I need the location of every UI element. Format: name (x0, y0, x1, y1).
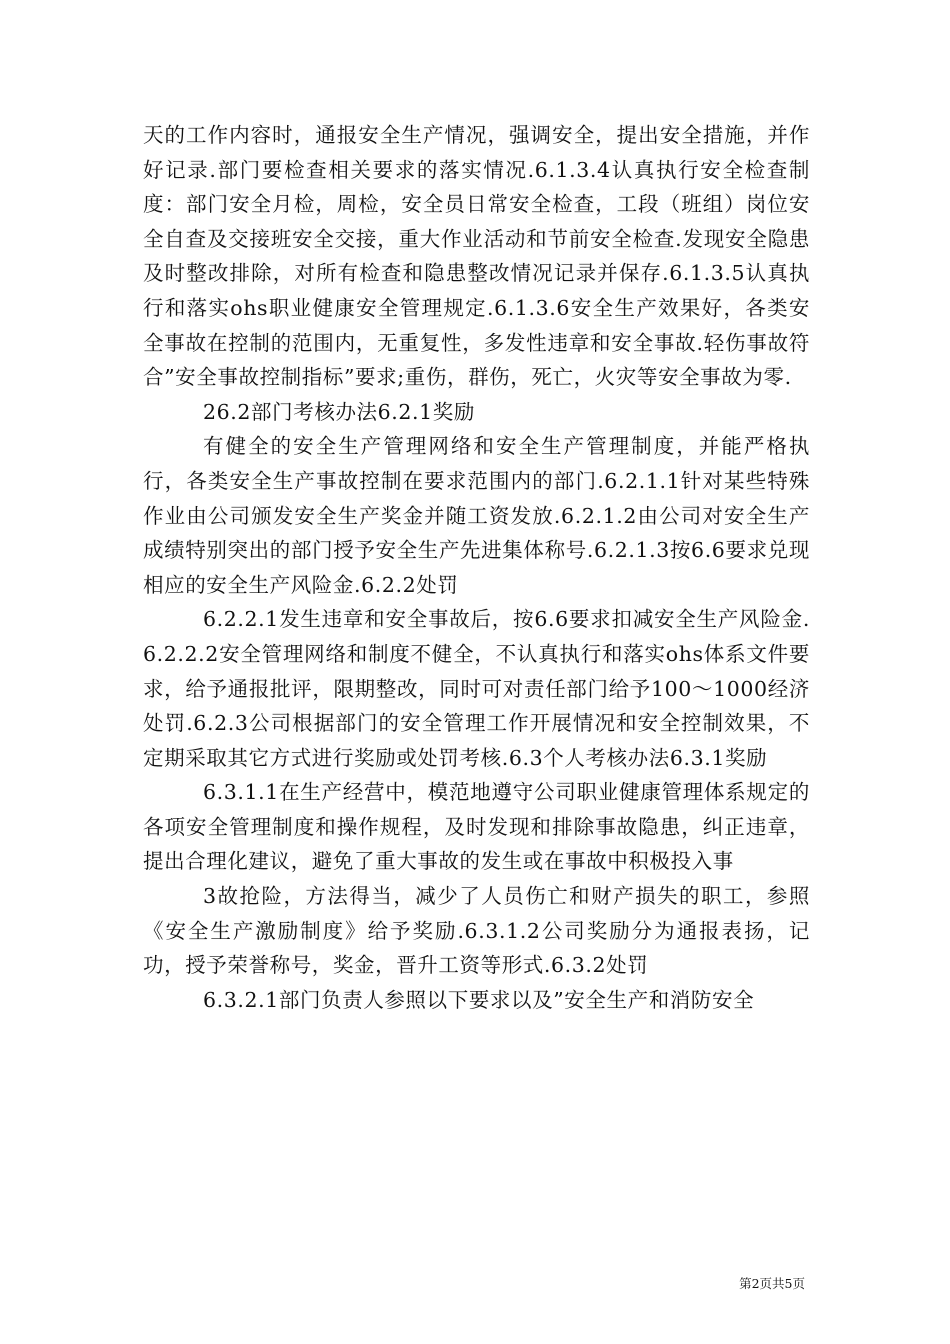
paragraph-1: 天的工作内容时，通报安全生产情况，强调安全，提出安全措施，并作好记录.部门要检查相关要求的落实情况.6.1.3.4认真执行安全检查制度：部门安全月检，周检，安全员日常安全检查，工段（班组）岗位安全自查及交接班安全交接，重大作业活动和节前安全检查.发现安全隐患及时整改排除，对所有检查和隐患整改情况记录并保存.6.1.3.5认真执行和落实ohs职业健康安全管理规定.6.1.3.6安全生产效果好，各类安全事故在控制的范围内，无重复性，多发性违章和安全事故.轻伤事故符合”安全事故控制指标”要求;重伤，群伤，死亡，火灾等安全事故为零. (143, 123, 810, 390)
page-number-footer: 第2页共5页 (739, 1276, 805, 1291)
paragraph-7: 6.3.2.1部门负责人参照以下要求以及”安全生产和消防安全 (203, 987, 755, 1012)
paragraph-2-section-heading: 26.2部门考核办法6.2.1奖励 (203, 399, 476, 424)
paragraph-6: 3故抢险，方法得当，减少了人员伤亡和财产损失的职工，参照《安全生产激励制度》给予奖励.6.3.1.2公司奖励分为通报表扬，记功，授予荣誉称号，奖金，晋升工资等形式.6.3.2处罚 (143, 884, 810, 978)
paragraph-3: 有健全的安全生产管理网络和安全生产管理制度，并能严格执行，各类安全生产事故控制在要求范围内的部门.6.2.1.1针对某些特殊作业由公司颁发安全生产奖金并随工资发放.6.2.1.2由公司对安全生产成绩特别突出的部门授予安全生产先进集体称号.6.2.1.3按6.6要求兑现相应的安全生产风险金.6.2.2处罚 (143, 434, 810, 597)
paragraph-4: 6.2.2.1发生违章和安全事故后，按6.6要求扣减安全生产风险金.6.2.2.2安全管理网络和制度不健全，不认真执行和落实ohs体系文件要求，给予通报批评，限期整改，同时可对责任部门给予100～1000经济处罚.6.2.3公司根据部门的安全管理工作开展情况和安全控制效果，不定期采取其它方式进行奖励或处罚考核.6.3个人考核办法6.3.1奖励 (143, 607, 810, 770)
paragraph-5: 6.3.1.1在生产经营中，模范地遵守公司职业健康管理体系规定的各项安全管理制度和操作规程，及时发现和排除事故隐患，纠正违章，提出合理化建议，避免了重大事故的发生或在事故中积极投入事 (143, 780, 810, 874)
document-body (143, 118, 810, 1017)
